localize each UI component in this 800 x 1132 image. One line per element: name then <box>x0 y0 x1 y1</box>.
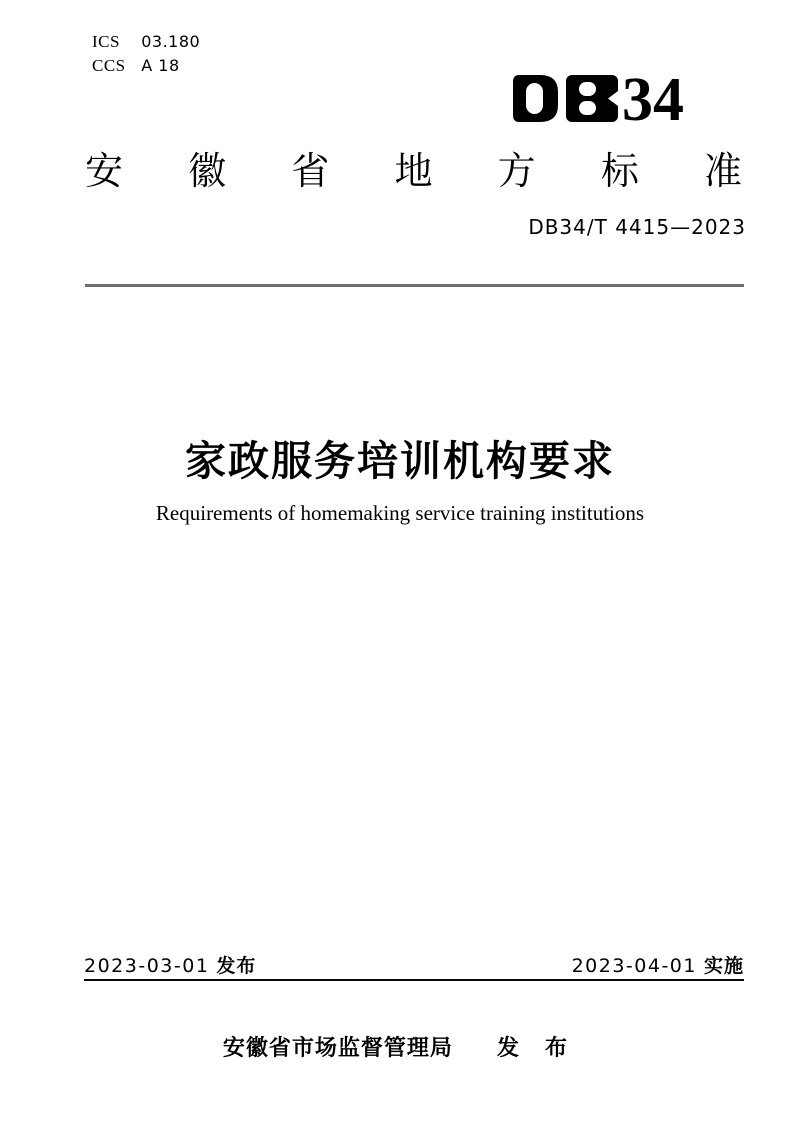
db34-logo <box>512 74 686 123</box>
ics-value: 03.180 <box>141 32 201 51</box>
db-logo-number: 34 <box>622 74 684 123</box>
date-row <box>84 951 744 978</box>
standard-name: 安 徽 省 地 方 标 准 <box>85 151 742 193</box>
document-title-english: Requirements of homemaking service training institutions <box>155 501 645 525</box>
footer-divider-line <box>84 979 744 981</box>
ccs-value: A 18 <box>141 56 180 75</box>
document-title-chinese: 家政服务培训机构要求 <box>185 438 615 484</box>
implement-date: 2023-04-01 <box>571 955 697 977</box>
issue-date: 2023-03-01 <box>84 955 210 977</box>
ccs-line <box>92 54 200 78</box>
ccs-label: CCS <box>92 56 126 75</box>
implement-label: 实施 <box>703 956 744 977</box>
classification-block <box>92 30 200 78</box>
ics-line <box>92 30 200 54</box>
implement-date-group <box>572 951 744 978</box>
publisher-row <box>0 1031 800 1062</box>
issue-date-group <box>84 951 256 978</box>
issue-label: 发布 <box>216 956 257 977</box>
header-divider-line <box>85 284 744 287</box>
publish-label: 发 布 <box>496 1035 578 1060</box>
standard-number: DB34/T 4415—2023 <box>528 215 746 239</box>
publisher-name: 安徽省市场监督管理局 <box>222 1035 453 1060</box>
ics-label: ICS <box>92 32 120 51</box>
db-logo-graphic <box>512 74 686 123</box>
